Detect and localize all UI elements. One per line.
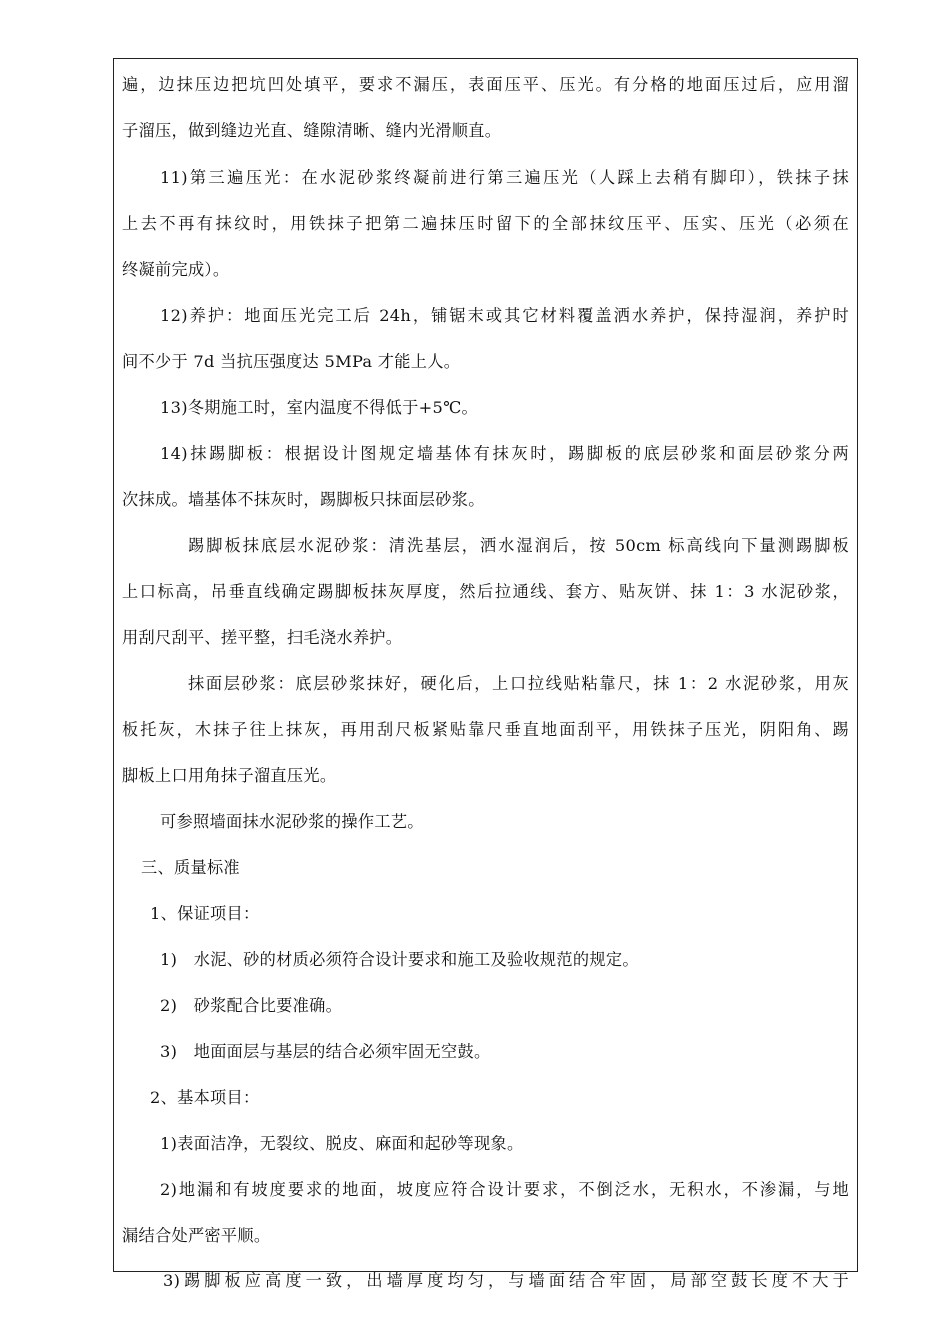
text-line: 终凝前完成）。 [122,260,230,279]
text-line: 间不少于 7d 当抗压强度达 5MPa 才能上人。 [122,352,461,371]
list-item: 1)表面洁净，无裂纹、脱皮、麻面和起砂等现象。 [160,1134,524,1153]
text-line: 子溜压，做到缝边光直、缝隙清晰、缝内光滑顺直。 [122,121,502,140]
text-line: 13)冬期施工时，室内温度不得低于+5℃。 [160,398,478,417]
text-line: 遍，边抹压边把坑凹处填平，要求不漏压，表面压平、压光。有分格的地面压过后，应用溜 [122,75,849,94]
list-item: 3)踢脚板应高度一致，出墙厚度均匀，与墙面结合牢固，局部空鼓长度不大于 [163,1271,849,1290]
text-line: 漏结合处严密平顺。 [122,1226,271,1245]
text-line: 可参照墙面抹水泥砂浆的操作工艺。 [160,812,424,831]
text-line: 上口标高，吊垂直线确定踢脚板抹灰厚度，然后拉通线、套方、贴灰饼、抹 1：3 水泥砂浆， [122,582,849,601]
text-line: 板托灰，木抹子往上抹灰，再用刮尺板紧贴靠尺垂直地面刮平，用铁抹子压光，阴阳角、踢 [122,720,849,739]
text-line: 用刮尺刮平、搓平整，扫毛浇水养护。 [122,628,403,647]
text-line: 11)第三遍压光：在水泥砂浆终凝前进行第三遍压光（人踩上去稍有脚印），铁抹子抹 [160,168,849,187]
section-heading: 三、质量标准 [141,858,240,877]
text-line: 踢脚板抹底层水泥砂浆：清洗基层，洒水湿润后，按 50cm 标高线向下量测踢脚板 [188,536,849,555]
text-line: 次抹成。墙基体不抹灰时，踢脚板只抹面层砂浆。 [122,490,485,509]
text-line: 14)抹踢脚板：根据设计图规定墙基体有抹灰时，踢脚板的底层砂浆和面层砂浆分两 [160,444,849,463]
text-line: 12)养护：地面压光完工后 24h，铺锯末或其它材料覆盖洒水养护，保持湿润，养护时 [160,306,849,325]
text-line: 上去不再有抹纹时，用铁抹子把第二遍抹压时留下的全部抹纹压平、压实、压光（必须在 [122,214,849,233]
list-item: 2)地漏和有坡度要求的地面，坡度应符合设计要求，不倒泛水，无积水，不渗漏，与地 [160,1180,849,1199]
text-line: 脚板上口用角抹子溜直压光。 [122,766,337,785]
subsection-heading: 2、基本项目： [150,1088,260,1107]
list-item: 2) 砂浆配合比要准确。 [160,996,343,1015]
text-line: 抹面层砂浆：底层砂浆抹好，硬化后，上口拉线贴粘靠尺，抹 1：2 水泥砂浆，用灰 [188,674,849,693]
list-item: 1) 水泥、砂的材质必须符合设计要求和施工及验收规范的规定。 [160,950,639,969]
list-item: 3) 地面面层与基层的结合必须牢固无空鼓。 [160,1042,491,1061]
subsection-heading: 1、保证项目： [150,904,260,923]
